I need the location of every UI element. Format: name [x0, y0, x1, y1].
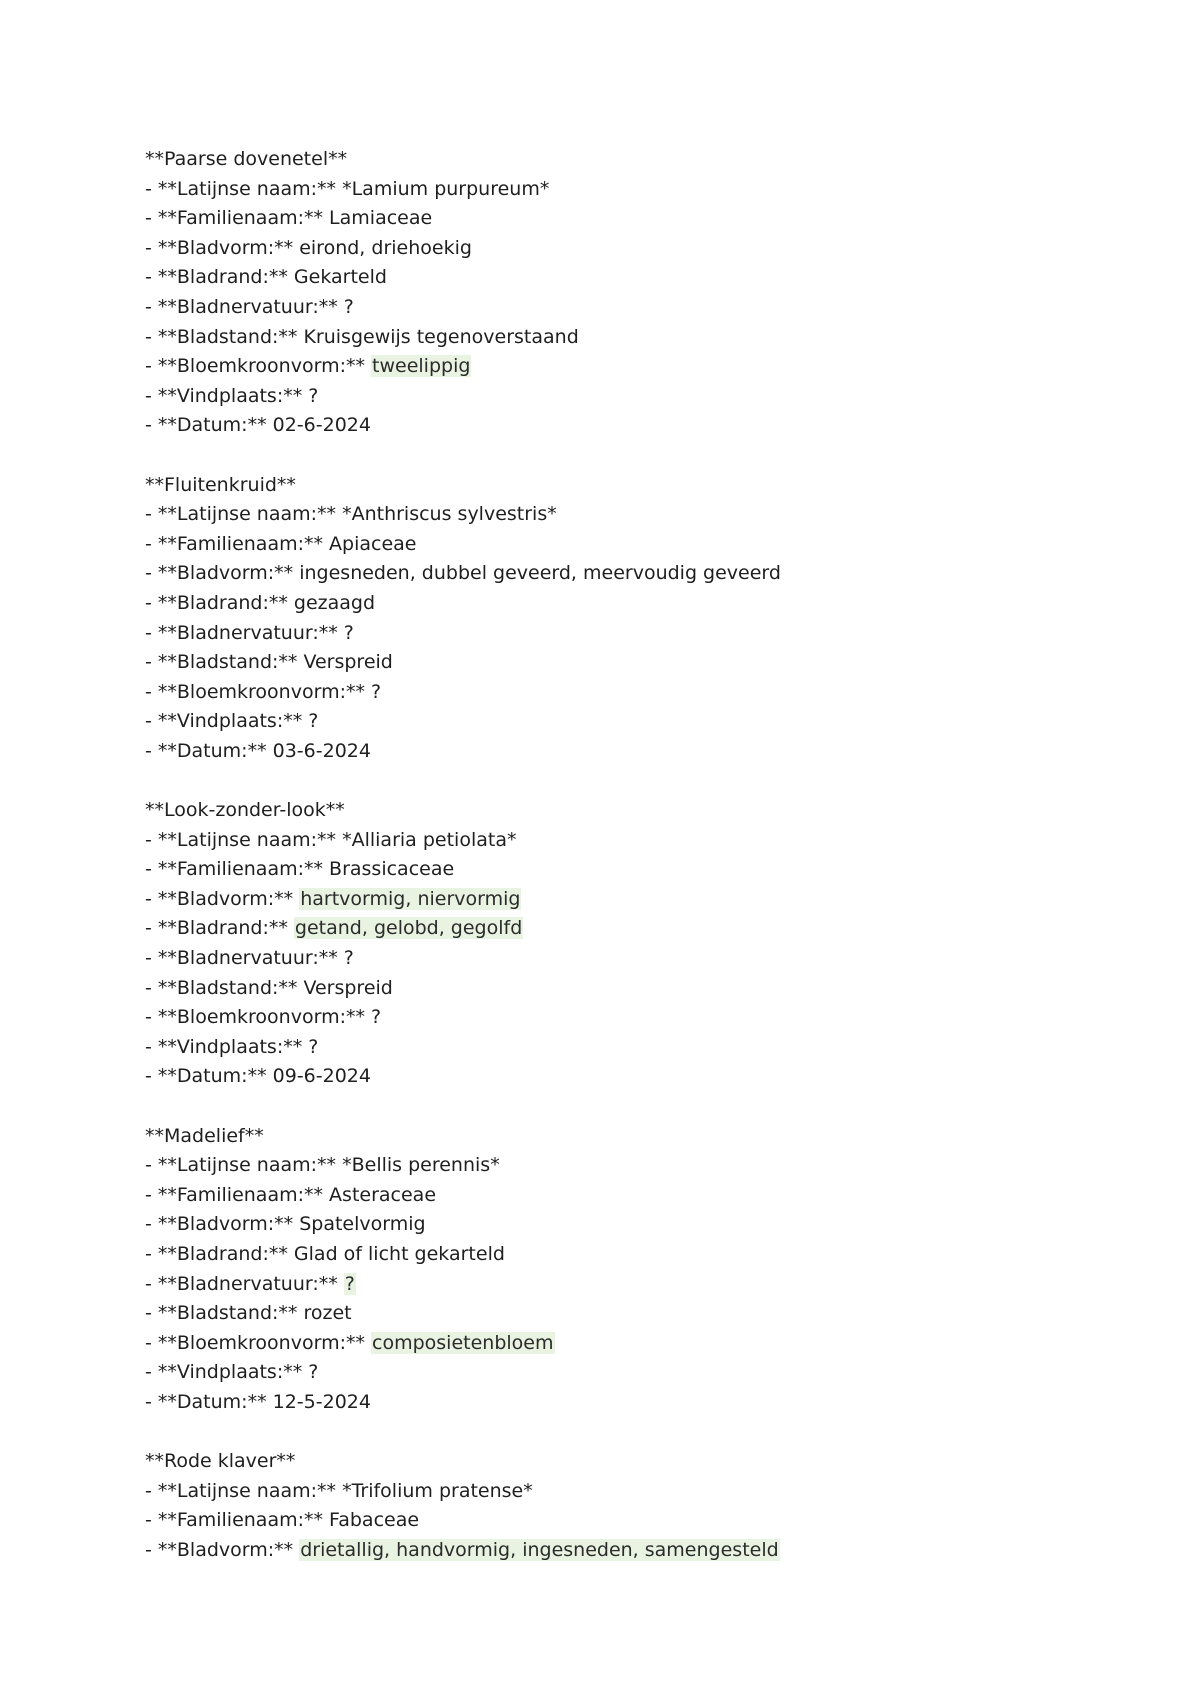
- plant-field-value: Verspreid: [303, 976, 393, 999]
- plant-field-line: [145, 855, 1145, 885]
- plant-field-line: [145, 707, 1145, 737]
- plant-field-value: ?: [371, 1006, 382, 1029]
- plant-field-label: - **Bladvorm:**: [145, 1538, 300, 1561]
- document-page: [145, 145, 1145, 1595]
- plant-field-value: gezaagd: [293, 591, 376, 614]
- plant-field-line: [145, 500, 1145, 530]
- plant-field-label: - **Bladvorm:**: [145, 236, 300, 259]
- plant-field-line: [145, 382, 1145, 412]
- plant-field-line: [145, 352, 1145, 382]
- plant-field-value: Lamiaceae: [329, 207, 433, 230]
- plant-entry-title: **Paarse dovenetel**: [145, 148, 348, 170]
- plant-field-label: - **Datum:**: [145, 739, 273, 762]
- plant-field-label: - **Bladvorm:**: [145, 887, 300, 910]
- plant-field-value-highlighted: hartvormig, niervormig: [300, 887, 521, 910]
- plant-field-line: [145, 263, 1145, 293]
- plant-field-value: *Lamium purpureum*: [342, 177, 550, 200]
- plant-field-label: - **Bladstand:**: [145, 1302, 304, 1325]
- plant-entry-title: **Look-zonder-look**: [145, 799, 345, 822]
- plant-field-line: [145, 204, 1145, 234]
- plant-field-value: ingesneden, dubbel geveerd, meervoudig geveerd: [299, 562, 781, 585]
- plant-entry-title: **Fluitenkruid**: [145, 473, 296, 496]
- plant-entry: [145, 1122, 1145, 1418]
- plant-field-label: - **Bloemkroonvorm:**: [145, 1331, 372, 1354]
- plant-field-line: [145, 1270, 1145, 1300]
- plant-field-line: [145, 619, 1145, 649]
- plant-entry-title: **Madelief**: [145, 1124, 264, 1147]
- plant-field-line: [145, 974, 1145, 1004]
- plant-field-value: Glad of licht gekarteld: [293, 1242, 505, 1265]
- plant-field-label: - **Datum:**: [145, 1390, 273, 1413]
- plant-entry: [145, 796, 1145, 1092]
- plant-field-line: [145, 1358, 1145, 1388]
- plant-field-line: [145, 944, 1145, 974]
- plant-field-label: - **Familienaam:**: [145, 1183, 330, 1206]
- plant-field-label: - **Datum:**: [145, 1065, 273, 1088]
- plant-field-value: Kruisgewijs tegenoverstaand: [303, 325, 579, 348]
- plant-field-value: ?: [343, 295, 354, 318]
- plant-field-value-highlighted: composietenbloem: [372, 1331, 554, 1354]
- plant-field-label: - **Latijnse naam:**: [145, 1154, 343, 1177]
- plant-field-label: - **Bladrand:**: [145, 917, 294, 940]
- plant-field-label: - **Vindplaats:**: [145, 1361, 309, 1384]
- plant-field-label: - **Familienaam:**: [145, 1509, 330, 1532]
- plant-field-value: ?: [308, 1035, 319, 1058]
- plant-field-value: 02-6-2024: [272, 414, 371, 437]
- plant-field-line: [145, 1003, 1145, 1033]
- plant-field-line: [145, 1240, 1145, 1270]
- plant-field-label: - **Latijnse naam:**: [145, 503, 343, 526]
- plant-field-line: [145, 1506, 1145, 1536]
- plant-field-value-highlighted: ?: [344, 1272, 355, 1295]
- plant-field-label: - **Bladnervatuur:**: [145, 295, 344, 318]
- plant-field-label: - **Latijnse naam:**: [145, 828, 343, 851]
- plant-field-label: - **Vindplaats:**: [145, 384, 309, 407]
- plant-field-line: [145, 678, 1145, 708]
- plant-field-line: [145, 411, 1145, 441]
- plant-field-line: [145, 648, 1145, 678]
- plant-field-value-highlighted: drietallig, handvormig, ingesneden, samengesteld: [300, 1538, 779, 1561]
- plant-field-value: ?: [343, 621, 354, 644]
- plant-field-value: *Alliaria petiolata*: [342, 828, 517, 851]
- plant-field-value: ?: [308, 710, 319, 733]
- plant-field-label: - **Bladrand:**: [145, 266, 294, 289]
- plant-field-line: [145, 1536, 1145, 1566]
- plant-field-label: - **Datum:**: [145, 414, 273, 437]
- plant-field-line: [145, 530, 1145, 560]
- plant-field-value: Spatelvormig: [299, 1213, 426, 1236]
- plant-field-value-highlighted: tweelippig: [372, 355, 471, 378]
- plant-field-value: 09-6-2024: [272, 1065, 371, 1088]
- plant-field-line: [145, 589, 1145, 619]
- plant-field-label: - **Bladnervatuur:**: [145, 621, 344, 644]
- plant-field-value: Verspreid: [303, 651, 393, 674]
- plant-field-value-highlighted: getand, gelobd, gegolfd: [294, 917, 523, 940]
- plant-field-label: - **Familienaam:**: [145, 858, 330, 881]
- plant-field-label: - **Latijnse naam:**: [145, 177, 343, 200]
- plant-field-label: - **Vindplaats:**: [145, 1035, 309, 1058]
- plant-field-value: Apiaceae: [329, 532, 417, 555]
- plant-field-value: Fabaceae: [329, 1509, 420, 1532]
- plant-entry: [145, 145, 1145, 441]
- plant-field-line: [145, 914, 1145, 944]
- plant-field-value: rozet: [303, 1302, 352, 1325]
- plant-field-value: eirond, driehoekig: [299, 236, 472, 259]
- plant-field-line: [145, 175, 1145, 205]
- plant-field-label: - **Bloemkroonvorm:**: [145, 355, 372, 378]
- plant-field-label: - **Bladstand:**: [145, 325, 304, 348]
- plant-field-value: ?: [308, 384, 319, 407]
- plant-field-label: - **Vindplaats:**: [145, 710, 309, 733]
- plant-entry-title: **Rode klaver**: [145, 1450, 296, 1473]
- plant-field-value: Asteraceae: [329, 1183, 437, 1206]
- plant-field-label: - **Bladvorm:**: [145, 1213, 300, 1236]
- plant-field-value: *Anthriscus sylvestris*: [342, 503, 557, 526]
- plant-field-label: - **Bladrand:**: [145, 1242, 294, 1265]
- plant-field-label: - **Latijnse naam:**: [145, 1479, 343, 1502]
- plant-field-line: [145, 1181, 1145, 1211]
- plant-field-line: [145, 293, 1145, 323]
- plant-field-label: - **Bladstand:**: [145, 976, 304, 999]
- plant-field-value: ?: [371, 680, 382, 703]
- plant-field-value: 12-5-2024: [272, 1390, 371, 1413]
- plant-field-label: - **Bladvorm:**: [145, 562, 300, 585]
- plant-field-line: [145, 1388, 1145, 1418]
- plant-field-line: [145, 1062, 1145, 1092]
- plant-field-line: [145, 885, 1145, 915]
- plant-field-value: ?: [308, 1361, 319, 1384]
- plant-field-label: - **Bladnervatuur:**: [145, 947, 344, 970]
- plant-field-label: - **Bloemkroonvorm:**: [145, 680, 372, 703]
- plant-field-value: Gekarteld: [293, 266, 387, 289]
- plant-field-label: - **Bladrand:**: [145, 591, 294, 614]
- plant-field-label: - **Familienaam:**: [145, 207, 330, 230]
- plant-field-value: 03-6-2024: [272, 739, 371, 762]
- plant-field-label: - **Bladnervatuur:**: [145, 1272, 344, 1295]
- plant-field-line: [145, 737, 1145, 767]
- plant-field-value: Brassicaceae: [329, 858, 455, 881]
- plant-entry: [145, 1447, 1145, 1565]
- plant-field-value: *Trifolium pratense*: [342, 1479, 533, 1502]
- plant-field-line: [145, 1329, 1145, 1359]
- plant-field-label: - **Bladstand:**: [145, 651, 304, 674]
- plant-field-line: [145, 234, 1145, 264]
- plant-field-line: [145, 1210, 1145, 1240]
- plant-field-line: [145, 1033, 1145, 1063]
- plant-field-label: - **Familienaam:**: [145, 532, 330, 555]
- plant-field-value: *Bellis perennis*: [342, 1154, 500, 1177]
- plant-field-line: [145, 826, 1145, 856]
- plant-field-line: [145, 1477, 1145, 1507]
- plant-field-line: [145, 1299, 1145, 1329]
- plant-field-value: ?: [343, 947, 354, 970]
- plant-entry: [145, 471, 1145, 767]
- plant-field-line: [145, 559, 1145, 589]
- plant-field-line: [145, 1151, 1145, 1181]
- plant-field-line: [145, 323, 1145, 353]
- plant-field-label: - **Bloemkroonvorm:**: [145, 1006, 372, 1029]
